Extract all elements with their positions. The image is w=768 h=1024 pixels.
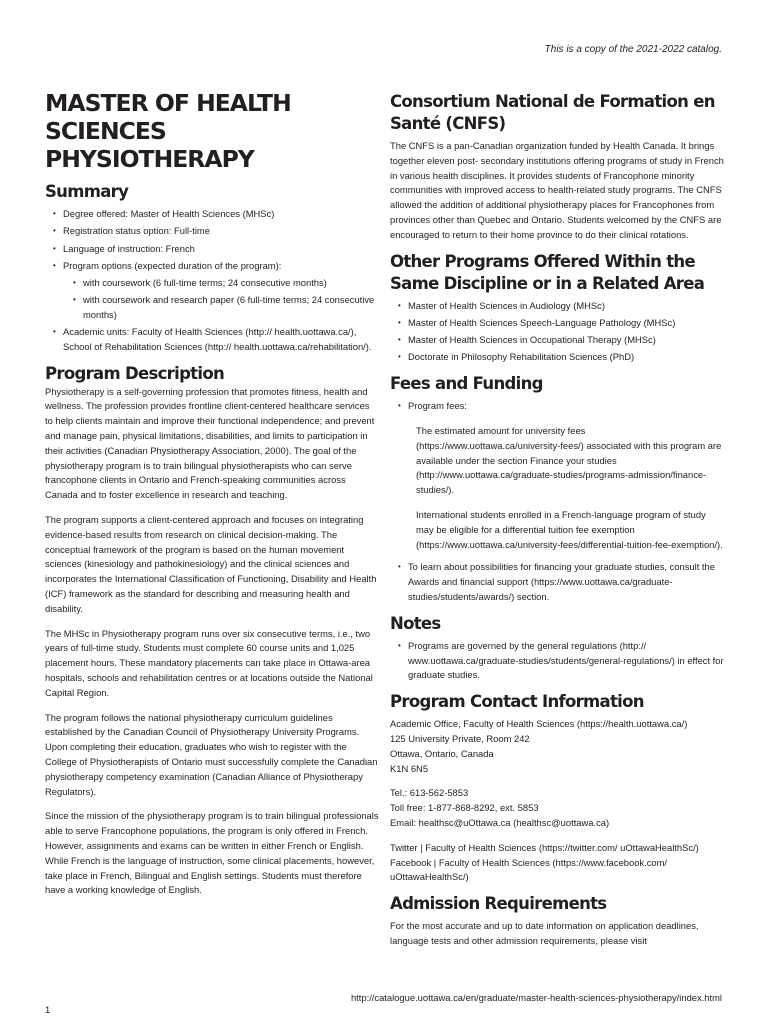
fees-heading: Fees and Funding [390,374,543,394]
paragraph: Since the mission of the physiotherapy program is to train bilingual professionals able to serve Francophone populations, the program is only offered in French. However, assignments and exams can be written in either French or English. While French is the language of instruction, some clinical placements, however, take place in French, Bilingual and English settings. Students must therefore have a working knowledge of English. [45,810,379,896]
cnfs-text: The CNFS is a pan-Canadian organization funded by Health Canada. It brings together eleven post- secondary institutions offering programs of study in French in various health disciplines. It provides students of Francophone minority communities with improved access to health-related study programs. The CNFS allowed the addition of additional physiotherapy places for Francophones from provinces other than Quebec and Ontario. Students welcomed by the CNFS are encouraged to return to their home province to do their clinical rotations. [390,140,724,240]
address-line: K1N 6N5 [390,762,429,774]
summary-heading: Summary [45,182,129,201]
email-line: Email: healthsc@uOttawa.ca (healthsc@uottawa.ca) [390,817,610,828]
list-item: • To learn about possibilities for financing your graduate studies, consult the Awards and financial support (https://www.uottawa.ca/graduate-studies/students/awards/) section. [398,560,725,604]
right-column [390,89,725,949]
page-title [45,89,379,173]
address-line: Ottawa, Ontario, Canada [390,747,494,759]
fees-paragraph: The estimated amount for university fees (https://www.uottawa.ca/university-fees/) associated with this program are available under the section Finance your studies (http://www.uottawa.ca/graduate-studies/programs-admission/finance-studies/). [416,425,722,496]
notes-heading: Notes [390,613,441,633]
list-item: • with coursework (6 full-time terms; 24 consecutive months) [73,276,379,291]
contact-heading: Program Contact Information [390,692,644,712]
facebook-line: Facebook | Faculty of Health Sciences (https://www.facebook.com/ uOttawaHealthSc/) [390,856,668,883]
address-line: 125 University Private, Room 242 [390,733,530,745]
left-column [45,89,379,908]
list-item: • Academic units: Faculty of Health Sciences (http:// health.uottawa.ca/), School of Rehabilitation Sciences (http:// health.uottawa.ca/rehabilitation/). [53,325,379,355]
list-item [53,259,379,323]
fees-list [390,399,725,605]
admission-heading: Admission Requirements [390,894,607,914]
other-programs-list [390,299,725,366]
phone-line: Toll free: 1-877-868-8292, ext. 5853 [390,802,539,814]
list-item: • with coursework and research paper (6 full-time terms; 24 consecutive months) [73,293,379,323]
contact-address [390,717,725,776]
notes-list [390,639,725,683]
phone-line: Tel.: 613-562-5853 [390,787,469,799]
title-line-2: SCIENCES PHYSIOTHERAPY [45,117,254,173]
title-line-1: MASTER OF HEALTH [45,89,291,117]
paragraph: The MHSc in Physiotherapy program runs over six consecutive terms, i.e., two years of full-time study. Students must complete 60 course units and 1,025 placement hours. These mandatory placements can take place in Ottawa-area hospitals, schools and rehabilitation centres or at locations outside the National Capital Region. [45,627,373,698]
cnfs-heading: Consortium National de Formation en Santé (CNFS) [390,92,715,133]
list-item: • Master of Health Sciences in Audiology (MHSc) [398,299,725,314]
list-item [398,399,725,552]
program-options-list [63,276,379,323]
list-item: • Degree offered: Master of Health Sciences (MHSc) [53,207,379,222]
catalog-copy-note: This is a copy of the 2021-2022 catalog. [544,44,722,55]
address-line: Academic Office, Faculty of Health Sciences (https://health.uottawa.ca/) [390,718,688,730]
program-description-heading: Program Description [45,363,225,383]
admission-text: For the most accurate and up to date information on application deadlines, language tests and other admission requirements, please visit [390,920,699,946]
contact-social [390,841,725,885]
list-item: • Language of instruction: French [53,242,379,257]
list-item: • Master of Health Sciences Speech-Language Pathology (MHSc) [398,316,725,331]
fees-paragraph: International students enrolled in a French-language program of study may be eligible for a differential tuition fee exemption (https://www.uottawa.ca/university-fees/differential-tuition-fee-exemption/). [416,509,723,550]
paragraph: The program supports a client-centered approach and focuses on integrating evidence-based results from research on clinical decision-making. The conceptual framework of the program is based on the human movement sciences (kinesiology and pathokinesiology) and the clinical sciences and incorporates the International Classification of Functioning, Disability and Health (ICF) framework as the standard for describing and measuring health and disability. [45,514,377,614]
list-item: • Programs are governed by the general regulations (http:// www.uottawa.ca/graduate-studies/students/general-regulations/) in effect for graduate studies. [398,639,725,683]
program-options-label: Program options (expected duration of the program): [63,259,282,271]
program-fees-label: Program fees: [408,400,467,412]
other-programs-heading: Other Programs Offered Within the Same Discipline or in a Related Area [390,251,705,293]
list-item: • Registration status option: Full-time [53,224,379,239]
footer-url[interactable]: http://catalogue.uottawa.ca/en/graduate/master-health-sciences-physiotherapy/index.html [350,992,722,1003]
list-item: • Doctorate in Philosophy Rehabilitation Sciences (PhD) [398,350,725,365]
summary-list [45,207,379,355]
page-number: 1 [45,1004,51,1015]
list-item: • Master of Health Sciences in Occupational Therapy (MHSc) [398,333,725,348]
paragraph: Physiotherapy is a self-governing profession that promotes fitness, health and wellness. The profession provides frontline client-centered healthcare services to help clients maintain and improve their functional independence; and prevent and manage pain, physical limitations, disabilities, and limits to participation in their activities (Canadian Physiotherapy Association, 2000). The goal of the physiotherapy program is to train bilingual physiotherapists who can serve francophone clients in Ontario and French-speaking communities across Canada and to foster excellence in research and teaching. [45,385,375,501]
paragraph: The program follows the national physiotherapy curriculum guidelines established by the Canadian Council of Physiotherapy University Programs. Upon completing their education, graduates who wish to register with the College of Physiotherapists of Ontario must successfully complete the Canadian physiotherapy competency examination (Canadian Alliance of Physiotherapy Regulators). [45,711,378,797]
contact-phones [390,786,725,830]
twitter-line: Twitter | Faculty of Health Sciences (https://twitter.com/ uOttawaHealthSc/) [390,841,699,853]
